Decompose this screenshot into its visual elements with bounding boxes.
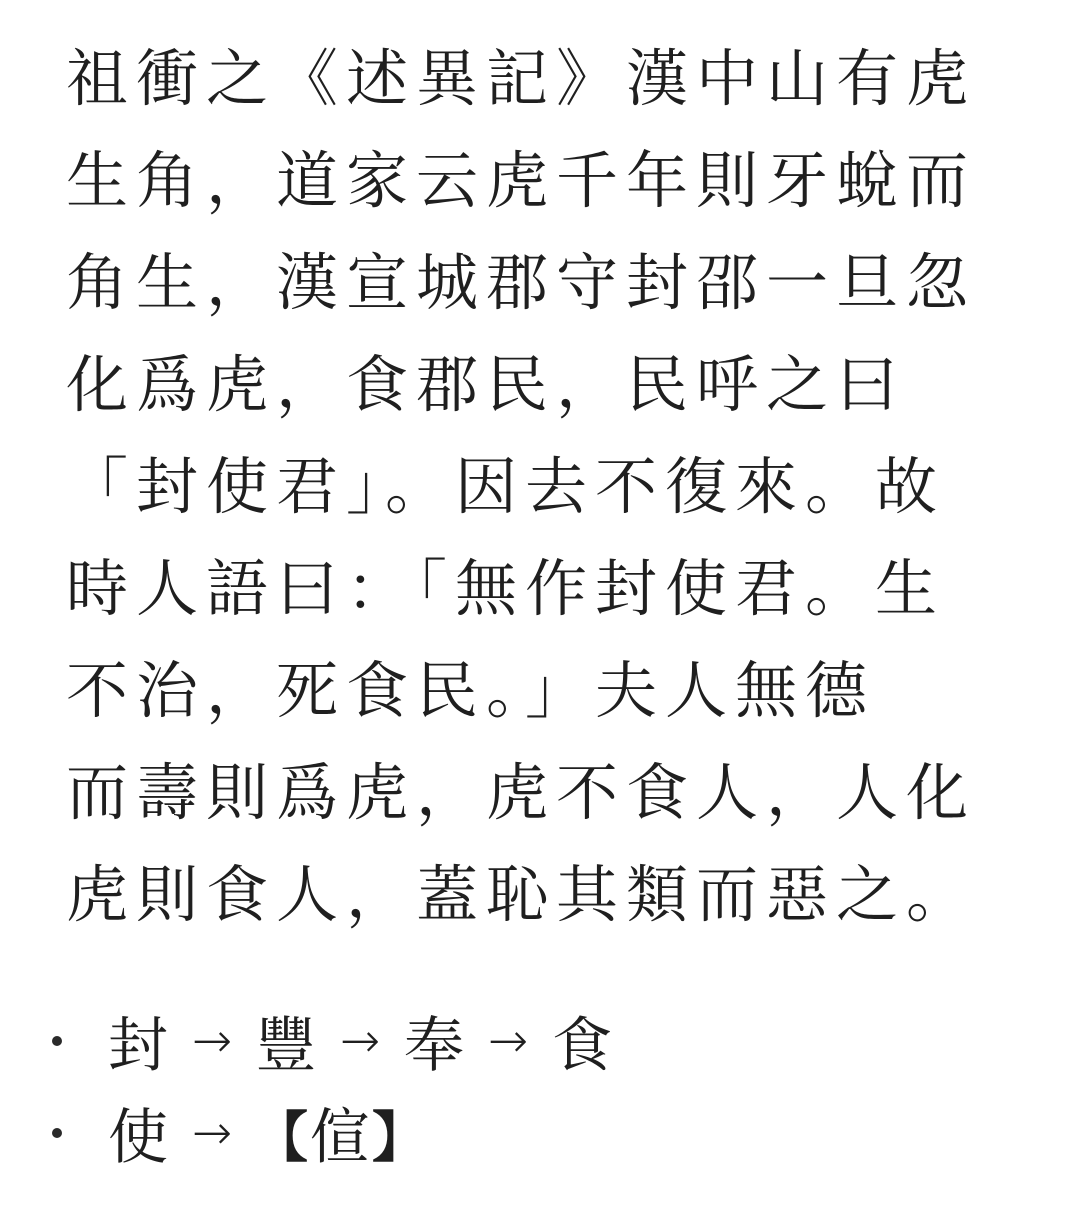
arrow-right-icon: → xyxy=(339,1013,381,1069)
seal-script-paragraph xyxy=(66,22,977,940)
text-line: 角生，漢宣城郡守封邵一旦忽 xyxy=(66,245,977,319)
close-bracket: 】 xyxy=(372,1105,426,1169)
note-item-shi xyxy=(52,1087,952,1179)
arrow-right-icon: → xyxy=(191,1013,233,1069)
glyph: 使 xyxy=(108,1103,168,1173)
text-line: 生角，道家云虎千年則牙蛻而 xyxy=(66,143,977,217)
bracketed-glyph xyxy=(254,1090,426,1176)
open-bracket: 【 xyxy=(254,1105,308,1169)
text-line: 虎則食人，蓋恥其類而惡之。 xyxy=(66,857,977,931)
glyph: 奉 xyxy=(404,1011,464,1081)
character-evolution-chain xyxy=(106,1090,426,1176)
text-line: 而壽則爲虎，虎不食人，人化 xyxy=(66,755,977,829)
character-notes-list xyxy=(52,995,952,1179)
text-line: 「封使君」。因去不復來。故 xyxy=(66,449,946,523)
glyph: 𠊿 xyxy=(310,1103,370,1173)
character-evolution-chain xyxy=(106,998,614,1084)
note-item-feng xyxy=(52,995,952,1087)
arrow-right-icon: → xyxy=(191,1105,233,1161)
bullet-dot-icon xyxy=(52,1036,62,1046)
glyph: 食 xyxy=(552,1011,612,1081)
glyph: 封 xyxy=(108,1011,168,1081)
text-line: 祖衝之《述異記》漢中山有虎 xyxy=(66,41,977,115)
text-line: 化爲虎，食郡民，民呼之曰 xyxy=(66,347,907,421)
bullet-dot-icon xyxy=(52,1128,62,1138)
text-line: 時人語曰：「無作封使君。生 xyxy=(66,551,946,625)
arrow-right-icon: → xyxy=(487,1013,529,1069)
glyph: 豐 xyxy=(256,1011,316,1081)
text-line: 不治，死食民。」夫人無德 xyxy=(66,653,876,727)
